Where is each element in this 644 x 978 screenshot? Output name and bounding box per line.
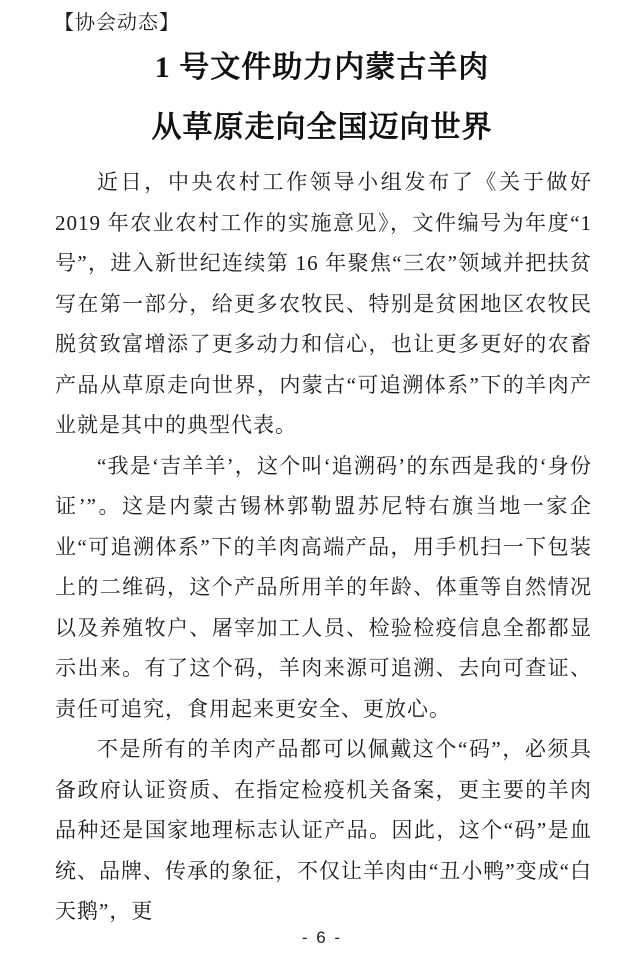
body-paragraph-2: “我是‘吉羊羊’，这个叫‘追溯码’的东西是我的‘身份证’”。这是内蒙古锡林郭勒盟苏尼特右旗当地一家企业“可追溯体系”下的羊肉高端产品，用手机扫一下包装上的二维码，这个产品所用羊的年龄、体重等自然情况以及养殖牧户、屠宰加工人员、检验检疫信息全都都显示出来。有了这个码，羊肉来源可追溯、去向可查证、责任可追究，食用起来更安全、更放心。	[55, 453, 592, 721]
page-number: - 6 -	[301, 928, 343, 947]
title-line-2: 从草原走向全国迈向世界	[151, 111, 493, 144]
section-tag: 【协会动态】	[54, 12, 180, 34]
article-body	[55, 162, 592, 932]
body-paragraph-1: 近日，中央农村工作领导小组发布了《关于做好 2019 年农业农村工作的实施意见》，文件编号为年度“1 号”，进入新世纪连续第 16 年聚焦“三农”领域并把扶贫写在第一部分，给更多农牧民、特别是贫困地区农牧民脱贫致富增添了更多动力和信心，也让更多更好的农畜产品从草原走向世界，内蒙古“可追溯体系”下的羊肉产业就是其中的典型代表。	[55, 170, 592, 437]
document-title	[0, 38, 644, 158]
body-paragraph-3: 不是所有的羊肉产品都可以佩戴这个“码”，必须具备政府认证资质、在指定检疫机关备案，更主要的羊肉品种还是国家地理标志认证产品。因此，这个“码”是血统、品牌、传承的象征，不仅让羊肉由“丑小鸭”变成“白天鹅”，更	[55, 737, 592, 923]
page-footer	[0, 928, 644, 948]
title-line-1: 1 号文件助力内蒙古羊肉	[154, 51, 490, 84]
